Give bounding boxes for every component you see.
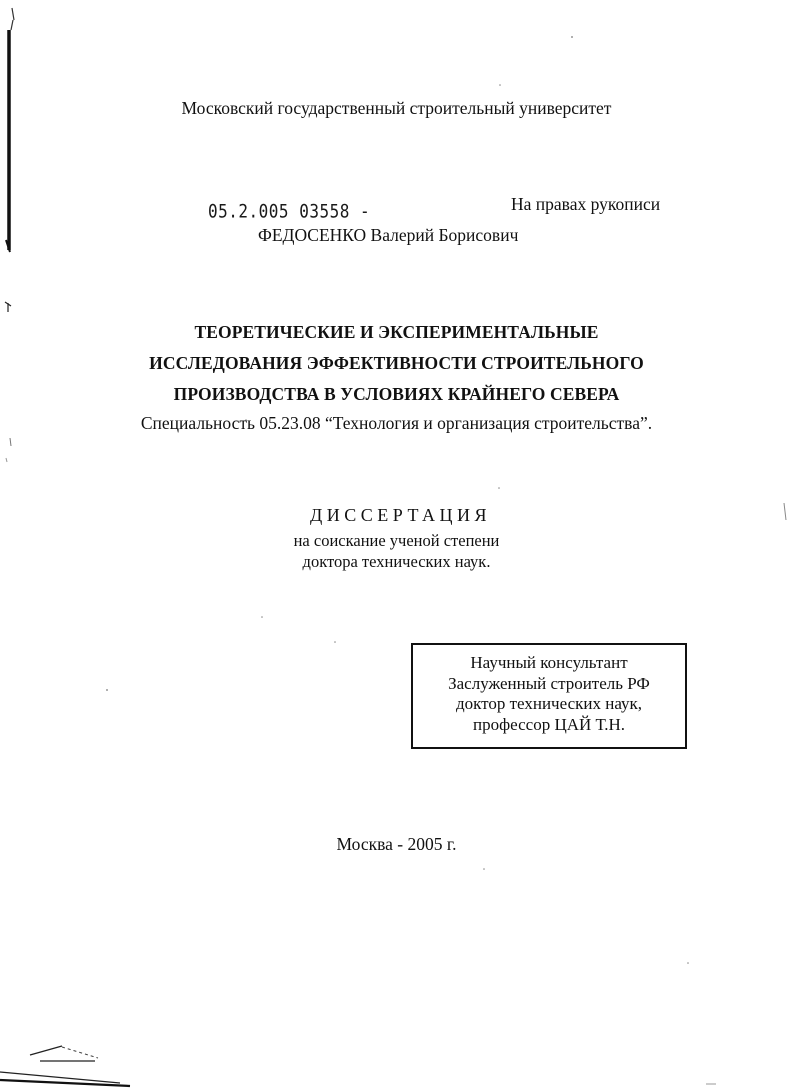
author-name: ФЕДОСЕНКО Валерий Борисович	[258, 225, 519, 245]
manuscript-rights-note: На правах рукописи	[511, 194, 661, 214]
speckle	[498, 487, 500, 489]
consultant-line-1: Научный консультант	[470, 653, 628, 672]
corner-fold-artifact	[0, 1046, 120, 1083]
degree-description	[0, 530, 793, 572]
speckle	[334, 641, 336, 643]
margin-mark-small	[10, 438, 11, 446]
margin-mark	[5, 302, 11, 312]
dissertation-title	[0, 317, 793, 410]
degree-line-2: доктора технических наук.	[302, 552, 491, 571]
speckle	[261, 616, 263, 618]
corner-fold-artifact-dashed	[62, 1047, 98, 1058]
degree-line-1: на соискание ученой степени	[293, 531, 500, 550]
title-line-1: ТЕОРЕТИЧЕСКИЕ И ЭКСПЕРИМЕНТАЛЬНЫЕ	[194, 322, 599, 342]
registration-stamp-number: 05.2.005 03558 -	[208, 200, 371, 222]
scientific-consultant-box	[411, 643, 687, 749]
university-name: Московский государственный строительный университет	[181, 98, 612, 118]
dissertation-heading: ДИССЕРТАЦИЯ	[309, 505, 492, 525]
consultant-line-4: профессор ЦАЙ Т.Н.	[473, 714, 625, 734]
title-line-2: ИССЛЕДОВАНИЯ ЭФФЕКТИВНОСТИ СТРОИТЕЛЬНОГО	[149, 353, 644, 373]
speckle	[483, 868, 485, 870]
speckle	[571, 36, 573, 38]
title-line-3: ПРОИЗВОДСТВА В УСЛОВИЯХ КРАЙНЕГО СЕВЕРА	[173, 384, 620, 404]
speckle	[499, 84, 501, 86]
city-and-year: Москва - 2005 г.	[336, 834, 457, 854]
consultant-line-2: Заслуженный строитель РФ	[448, 673, 650, 693]
binding-edge-mark-top	[11, 8, 14, 30]
specialty-line: Специальность 05.23.08 “Технология и организация строительства”.	[140, 413, 653, 433]
margin-mark-small	[6, 458, 7, 462]
corner-fold-artifact-edge	[0, 1080, 130, 1086]
consultant-line-3: доктор технических наук,	[455, 694, 643, 713]
speckle	[106, 689, 108, 691]
speckle	[687, 962, 689, 964]
